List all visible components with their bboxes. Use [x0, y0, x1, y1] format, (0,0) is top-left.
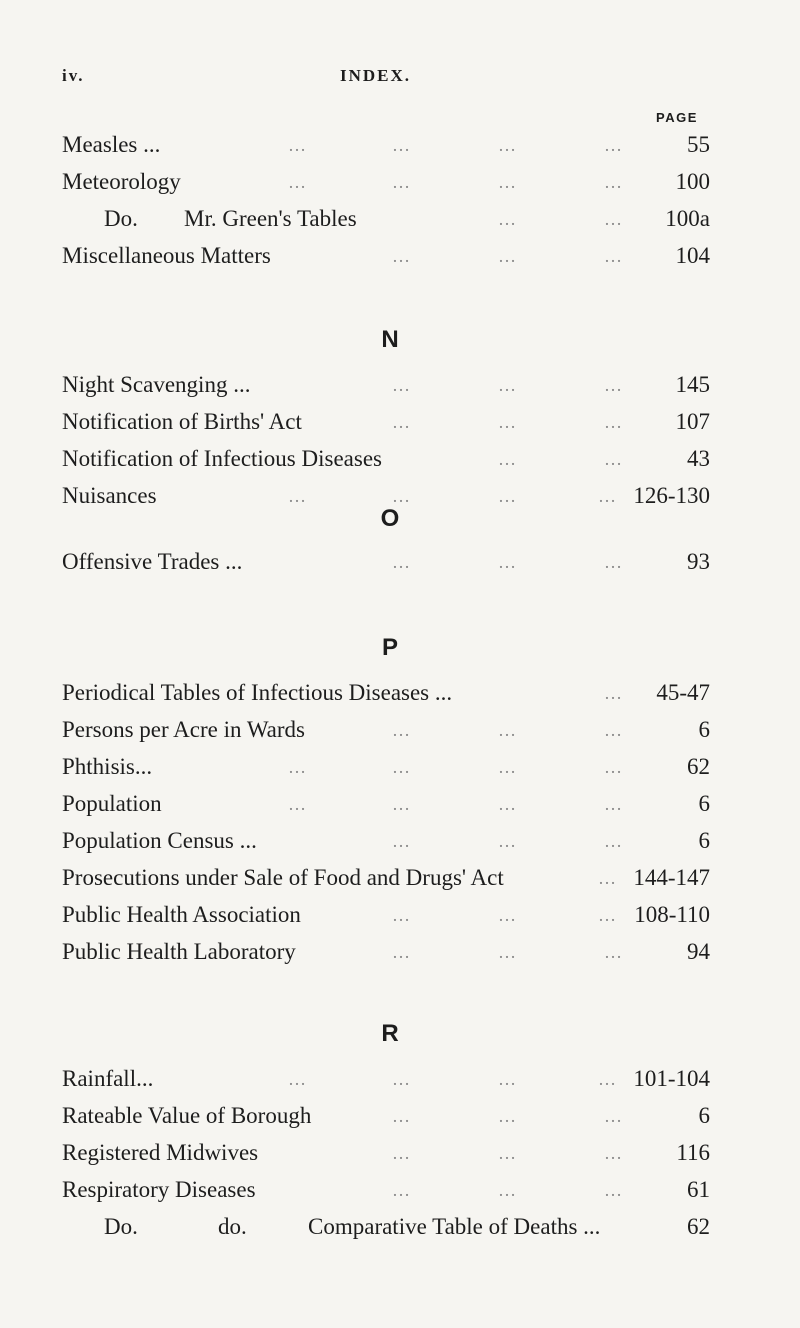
entry-label: Comparative Table of Deaths ...: [308, 1214, 601, 1239]
index-entry: Population … … … … 6: [62, 787, 722, 821]
entry-page: 43: [687, 446, 710, 471]
index-entry: Registered Midwives … … … 116: [62, 1136, 722, 1170]
entry-label: Offensive Trades ...: [62, 549, 243, 574]
entry-ditto: do.: [218, 1214, 247, 1239]
entry-page: 94: [687, 939, 710, 964]
index-entry: Prosecutions under Sale of Food and Drugs' Act … 144-147: [62, 861, 722, 895]
index-entry: Phthisis... … … … … 62: [62, 750, 722, 784]
entry-label: Registered Midwives: [62, 1140, 259, 1165]
index-entry: Rainfall... … … … … 101-104: [62, 1062, 722, 1096]
entry-page: 145: [675, 372, 710, 397]
entry-label: Public Health Laboratory: [62, 939, 296, 964]
entry-label: Persons per Acre in Wards: [62, 717, 306, 742]
entry-label: Population Census ...: [62, 828, 257, 853]
section-letter: P: [381, 634, 398, 661]
index-entry: Notification of Infectious Diseases … … 43: [62, 442, 722, 476]
entry-label: Prosecutions under Sale of Food and Drugs' Act: [62, 865, 504, 890]
entry-label: Periodical Tables of Infectious Diseases ...: [62, 680, 453, 705]
index-entry: Nuisances … … … … 126-130: [62, 479, 722, 513]
index-entry: Miscellaneous Matters … … … 104: [62, 239, 722, 273]
index-entry: Respiratory Diseases … … … 61: [62, 1173, 722, 1207]
entry-label: Nuisances: [62, 483, 157, 508]
entry-label: Rateable Value of Borough: [62, 1103, 312, 1128]
index-entry: Night Scavenging ... … … … 145: [62, 368, 722, 402]
section-letter: N: [381, 326, 399, 353]
index-entry: Notification of Births' Act … … … 107: [62, 405, 722, 439]
page-title: INDEX.: [340, 66, 412, 85]
entry-page: 62: [687, 754, 710, 779]
entry-page: 100: [675, 169, 710, 194]
entry-label: Rainfall...: [62, 1066, 154, 1091]
running-head: [62, 66, 462, 92]
index-entry: Periodical Tables of Infectious Diseases ... … 45-47: [62, 676, 722, 710]
index-entry: Meteorology … … … … 100: [62, 165, 722, 199]
entry-page: 108-110: [634, 902, 710, 927]
section-letter: O: [380, 505, 400, 532]
entry-label: Mr. Green's Tables: [184, 206, 357, 231]
entry-page: 6: [698, 791, 710, 816]
index-entry: Population Census ... … … … 6: [62, 824, 722, 858]
entry-label: Night Scavenging ...: [62, 372, 251, 397]
entry-page: 93: [687, 549, 710, 574]
entry-page: 126-130: [633, 483, 710, 508]
entry-label: Phthisis...: [62, 754, 153, 779]
index-entry: Public Health Laboratory … … … 94: [62, 935, 722, 969]
entry-label: Notification of Births' Act: [62, 409, 302, 434]
entry-label: Respiratory Diseases: [62, 1177, 256, 1202]
entry-page: 100a: [665, 206, 710, 231]
index-entry: Public Health Association … … … 108-110: [62, 898, 722, 932]
entry-page: 55: [687, 132, 710, 157]
entry-page: 6: [698, 717, 710, 742]
entry-label: Measles ...: [62, 132, 161, 157]
index-entry: Offensive Trades ... … … … 93: [62, 545, 722, 579]
entry-ditto: Do.: [104, 1214, 138, 1239]
entry-page: 144-147: [633, 865, 710, 890]
entry-page: 104: [675, 243, 710, 268]
entry-label: Public Health Association: [62, 902, 301, 927]
index-entry: Measles ... … … … … 55: [62, 128, 722, 162]
entry-page: 107: [675, 409, 710, 434]
entry-label: Miscellaneous Matters: [62, 243, 271, 268]
entry-label: Meteorology: [62, 169, 181, 194]
section-letter: R: [381, 1020, 399, 1047]
entry-page: 116: [676, 1140, 710, 1165]
entry-label: Notification of Infectious Diseases: [62, 446, 382, 471]
index-entry: Persons per Acre in Wards … … … 6: [62, 713, 722, 747]
index-entry: Rateable Value of Borough … … … 6: [62, 1099, 722, 1133]
entry-label: Population: [62, 791, 162, 816]
entry-page: 45-47: [656, 680, 710, 705]
entry-page: 101-104: [633, 1066, 710, 1091]
entry-page: 61: [687, 1177, 710, 1202]
page-number: iv.: [62, 66, 85, 85]
index-entry: [62, 1210, 722, 1244]
entry-page: 6: [698, 1103, 710, 1128]
page-column-heading: PAGE: [656, 110, 698, 125]
index-entry: Do. Mr. Green's Tables … … 100a: [62, 202, 722, 236]
entry-page: 6: [698, 828, 710, 853]
entry-page: 62: [687, 1214, 710, 1239]
entry-ditto: Do.: [104, 206, 138, 231]
